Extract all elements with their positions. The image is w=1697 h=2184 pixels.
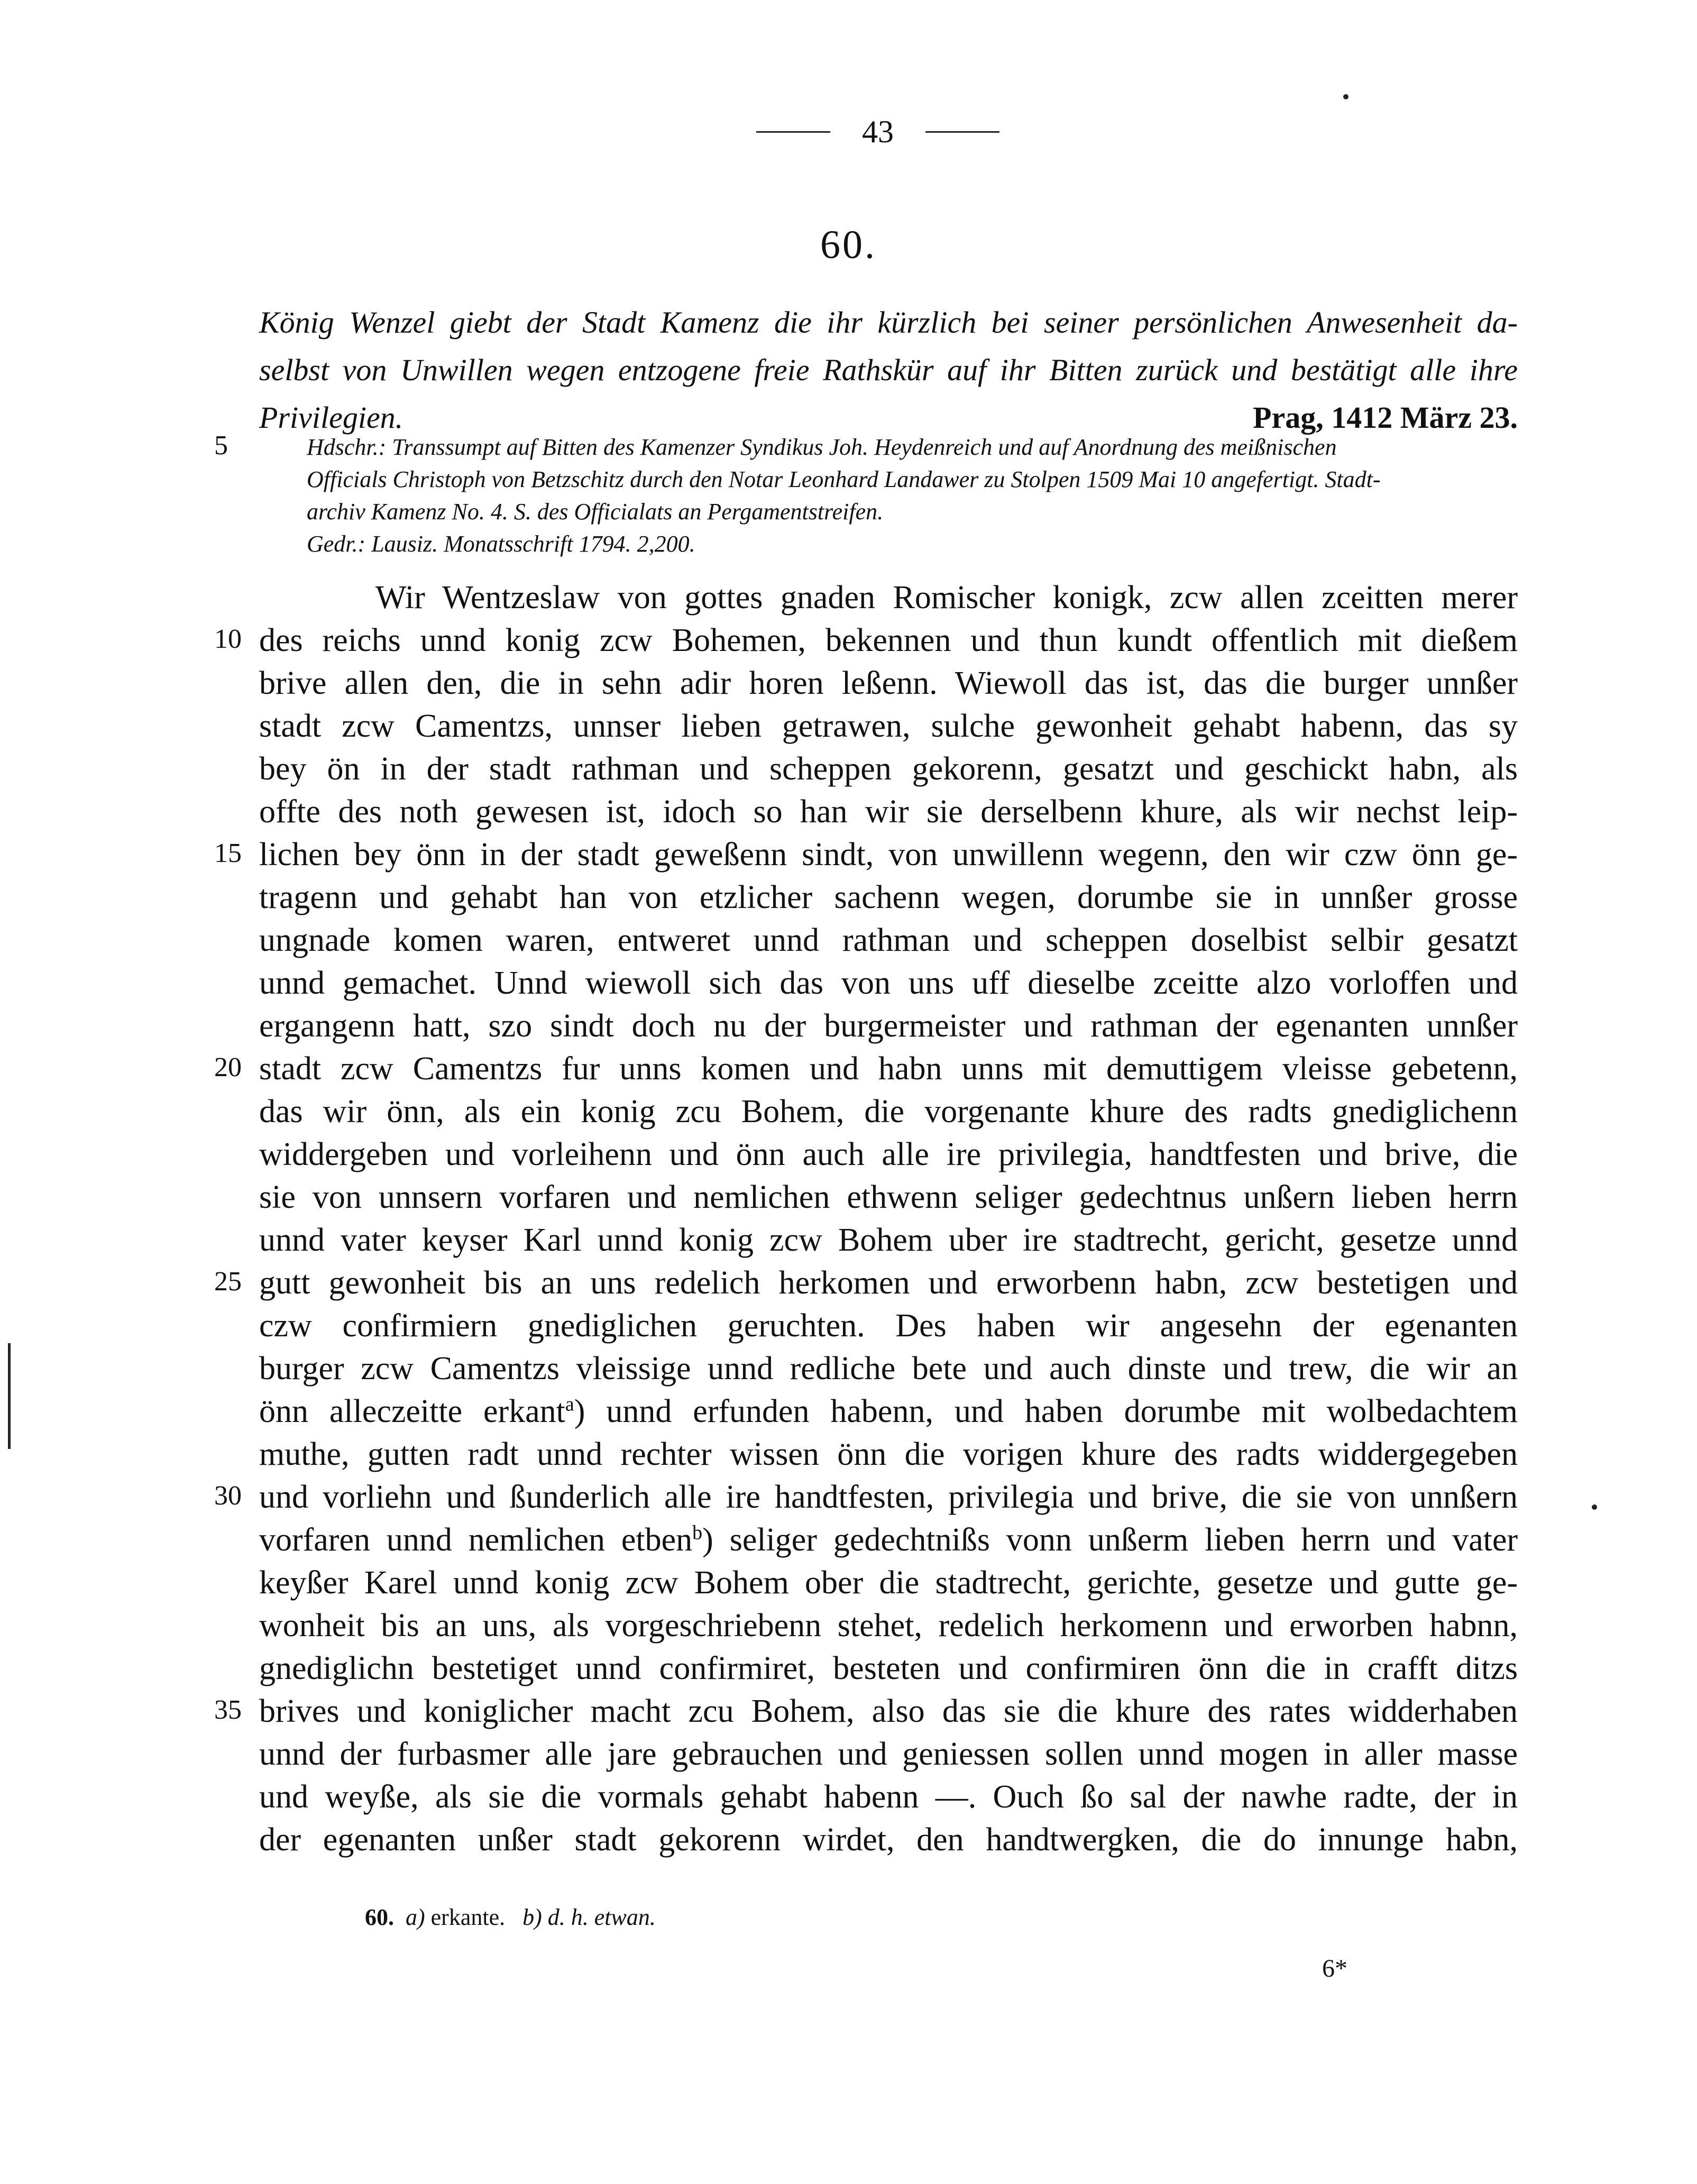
apparatus (307, 431, 1518, 560)
text-line: stadt zcw Camentzs, unnser lieben getrawen, sulche gewonheit gehabt habenn, das sy (259, 708, 1518, 744)
text-line: offte des noth gewesen ist, idoch so han wir sie derselbenn khure, als wir nechst leip- (259, 794, 1518, 830)
text-line: und vorliehn und ßunderlich alle ire handtfesten, privilegia und brive, die sie von unnßern (259, 1479, 1518, 1515)
document-number: 60. (820, 223, 877, 267)
text-line: unnd vater keyser Karl unnd konig zcw Bohem uber ire stadtrecht, gericht, gesetze unnd (259, 1222, 1518, 1258)
text-line: sie von unnsern vorfaren und nemlichen ethwenn seliger gedechtnus unßern lieben herrn (259, 1179, 1518, 1215)
regest-line: König Wenzel giebt der Stadt Kamenz die ihr kürzlich bei seiner persönlichen Anwesenheit da- (259, 305, 1518, 339)
text-line: keyßer Karel unnd konig zcw Bohem ober die stadtrecht, gerichte, gesetze und gutte ge- (259, 1565, 1518, 1601)
apparatus-line: Gedr.: Lausiz. Monatsschrift 1794. 2,200. (307, 531, 695, 557)
footnote-number: 60. (365, 1904, 394, 1930)
text-line: tragenn und gehabt han von etzlicher sachenn wegen, dorumbe sie in unnßer grosse (259, 879, 1518, 915)
line-number: 10 (214, 624, 242, 654)
text-line: wonheit bis an uns, als vorgeschriebenn stehet, redelich herkomenn und erworben habnn, (259, 1608, 1518, 1644)
text-line: ungnade komen waren, entweret unnd rathman und scheppen doselbist selbir gesatzt (259, 922, 1518, 958)
text-line: burger zcw Camentzs vleissige unnd redliche bete und auch dinste und trew, die wir an (259, 1351, 1518, 1387)
text-fragment: önn alleczeitte erkant (259, 1393, 565, 1429)
text-fragment: ) seliger gedechtnißs vonn unßerm lieben herrn und vater (702, 1522, 1518, 1558)
dateline: Prag, 1412 März 23. (1253, 400, 1518, 435)
left-rule (756, 131, 830, 133)
main-text (259, 576, 1518, 1861)
text-line (259, 1519, 1518, 1562)
page-number: 43 (862, 114, 894, 149)
text-line: lichen bey önn in der stadt geweßenn sindt, von unwillenn wegenn, den wir czw önn ge- (259, 837, 1518, 873)
line-number: 30 (214, 1481, 242, 1511)
line-number: 15 (214, 838, 242, 868)
text-line: und weyße, als sie die vormals gehabt habenn —. Ouch ßo sal der nawhe radte, der in (259, 1779, 1518, 1815)
text-line: unnd der furbasmer alle jare gebrauchen und geniessen sollen unnd mogen in aller masse (259, 1736, 1518, 1772)
text-line (259, 1390, 1518, 1433)
regest-line: selbst von Unwillen wegen entzogene freie Rathskür auf ihr Bitten zurück und bestätigt alle ihre (259, 353, 1518, 387)
line-number: 25 (214, 1267, 242, 1297)
footnote-a-label: a) (406, 1904, 425, 1930)
apparatus-line-number: 5 (214, 430, 228, 461)
speck (1592, 1504, 1597, 1510)
regest (259, 299, 1518, 442)
margin-mark (8, 1343, 11, 1449)
text-line: des reichs unnd konig zcw Bohemen, bekennen und thun kundt offentlich mit dießem (259, 622, 1518, 658)
text-line: ergangenn hatt, szo sindt doch nu der burgermeister und rathman der egenanten unnßer (259, 1008, 1518, 1044)
text-line: brives und koniglicher macht zcu Bohem, also das sie die khure des rates widderhaben (259, 1693, 1518, 1729)
text-line: gnediglichn bestetiget unnd confirmiret, besteten und confirmiren önn die in crafft ditzs (259, 1650, 1518, 1686)
footnote-b-text: d. h. etwan. (547, 1904, 656, 1930)
apparatus-line: Hdschr.: Transsumpt auf Bitten des Kamenzer Syndikus Joh. Heydenreich und auf Anordnung des meißnischen (307, 434, 1337, 460)
text-line: gutt gewonheit bis an uns redelich herkomen und erworbenn habn, zcw bestetigen und (259, 1265, 1518, 1301)
text-line: unnd gemachet. Unnd wiewoll sich das von uns uff dieselbe zceitte alzo vorloffen und (259, 965, 1518, 1001)
footnote-marker: b (692, 1521, 703, 1544)
text-line: muthe, gutten radt unnd rechter wissen önn die vorigen khure des radts widdergegeben (259, 1436, 1518, 1472)
line-number: 20 (214, 1052, 242, 1082)
signature-mark: 6* (1322, 1954, 1347, 1983)
text-line: bey ön in der stadt rathman und scheppen gekorenn, gesatzt und geschickt habn, als (259, 751, 1518, 787)
footnote-b-label: b) (522, 1904, 542, 1930)
apparatus-line: Officials Christoph von Betzschitz durch den Notar Leonhard Landawer zu Stolpen 1509 Mai 10 angefertigt. Stadt- (307, 466, 1381, 492)
footnote-marker: a (565, 1393, 574, 1416)
text-line: czw confirmiern gnediglichen geruchten. Des haben wir angesehn der egenanten (259, 1308, 1518, 1344)
regest-line: Privilegien. (259, 400, 403, 435)
text-fragment: ) unnd erfunden habenn, und haben dorumbe mit wolbedachtem (574, 1393, 1518, 1429)
footnotes (365, 1904, 656, 1931)
text-fragment: vorfaren unnd nemlichen etben (259, 1522, 693, 1558)
footnote-a-text: erkante. (430, 1904, 506, 1930)
text-line: der egenanten unßer stadt gekorenn wirdet, den handtwergken, die do innunge habn, (259, 1822, 1518, 1858)
apparatus-line: archiv Kamenz No. 4. S. des Officialats an Pergamentstreifen. (307, 499, 884, 525)
line-number: 35 (214, 1695, 242, 1725)
text-line: stadt zcw Camentzs fur unns komen und habn unns mit demuttigem vleisse gebetenn, (259, 1051, 1518, 1087)
text-line: brive allen den, die in sehn adir horen leßenn. Wiewoll das ist, das die burger unnßer (259, 665, 1518, 701)
running-head (740, 114, 1015, 150)
right-rule (925, 131, 999, 133)
text-line: Wir Wentzeslaw von gottes gnaden Romischer konigk, zcw allen zceitten merer (375, 580, 1518, 616)
text-line: das wir önn, als ein konig zcu Bohem, die vorgenante khure des radts gnediglichenn (259, 1094, 1518, 1130)
speck (1343, 94, 1349, 99)
text-line: widdergeben und vorleihenn und önn auch alle ire privilegia, handtfesten und brive, die (259, 1136, 1518, 1172)
